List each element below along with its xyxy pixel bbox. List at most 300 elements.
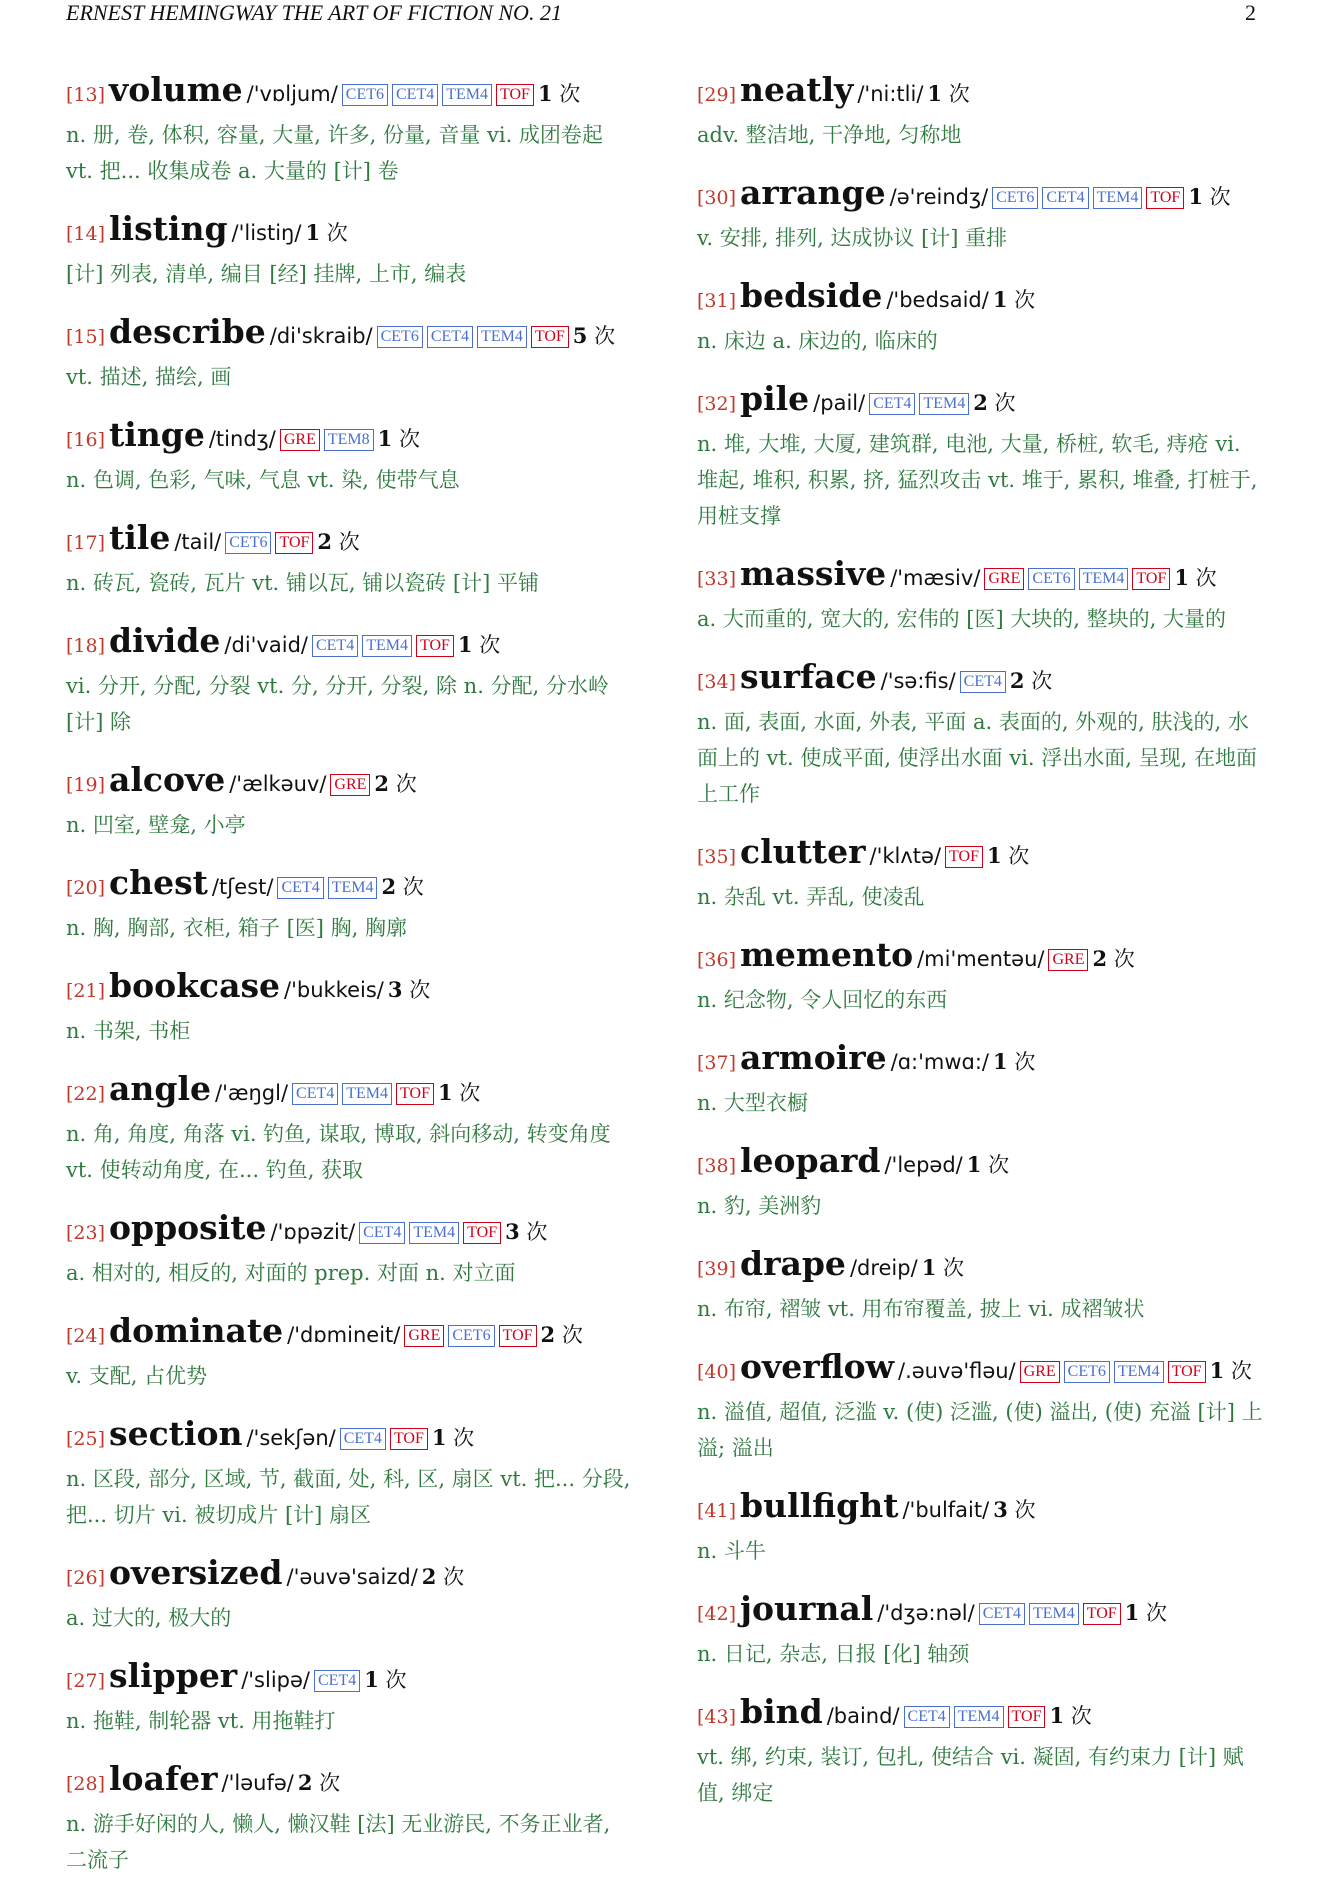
definition: n. 角, 角度, 角落 vi. 钓鱼, 谋取, 博取, 斜向移动, 转变角度 vt. 使转动角度, 在... 钓鱼, 获取 <box>66 1122 611 1182</box>
vocab-entry <box>697 554 1267 637</box>
vocab-entry <box>697 1038 1267 1121</box>
exam-tag-cet4: CET4 <box>359 1222 405 1244</box>
count-value: 2 <box>973 390 988 415</box>
headword: clutter <box>740 832 866 871</box>
phonetic: /'bukkeis/ <box>284 978 384 1002</box>
occurrence-count <box>1210 1359 1252 1383</box>
headword: dominate <box>109 1311 284 1350</box>
vocab-entry <box>66 1553 636 1636</box>
phonetic: /'ni:tli/ <box>857 82 924 106</box>
count-value: 1 <box>537 81 553 106</box>
entry-number: [14] <box>66 223 106 245</box>
phonetic: /'bulfait/ <box>902 1498 990 1522</box>
phonetic: /tail/ <box>174 530 222 554</box>
vocab-entry <box>697 1589 1267 1672</box>
exam-tag-cet4: CET4 <box>340 1428 386 1450</box>
count-value: 2 <box>1009 668 1025 693</box>
occurrence-count <box>993 1498 1035 1522</box>
exam-tag-gre: GRE <box>984 568 1024 590</box>
count-value: 2 <box>421 1564 437 1589</box>
count-unit: 次 <box>1014 1498 1036 1522</box>
definition: n. 面, 表面, 水面, 外表, 平面 a. 表面的, 外观的, 肤浅的, 水面上的 vt. 使成平面, 使浮出水面 vi. 浮出水面, 呈现, 在地面上工作 <box>697 710 1257 806</box>
exam-tag-tem4: TEM4 <box>1079 568 1129 590</box>
entry-headline <box>66 1759 636 1806</box>
vocab-entry <box>66 312 636 395</box>
count-value: 1 <box>431 1425 447 1450</box>
phonetic: /'æŋgl/ <box>215 1081 289 1105</box>
headword: armoire <box>740 1038 887 1077</box>
entry-headline <box>66 312 636 359</box>
headword: pile <box>740 379 810 418</box>
definition: n. 书架, 书柜 <box>66 1019 191 1043</box>
entry-headline <box>697 276 1267 323</box>
exam-tag-tof: TOF <box>1008 1706 1046 1728</box>
headword: loafer <box>109 1759 218 1798</box>
entry-number: [25] <box>66 1428 106 1450</box>
phonetic: /'slipə/ <box>241 1668 310 1692</box>
definition: n. 大型衣橱 <box>697 1091 808 1115</box>
vocab-entry <box>697 70 1267 153</box>
exam-tag-gre: GRE <box>280 429 320 451</box>
count-value: 1 <box>992 287 1008 312</box>
exam-tag-gre: GRE <box>1020 1361 1060 1383</box>
count-unit: 次 <box>1230 1359 1252 1383</box>
entry-headline <box>66 70 636 117</box>
definition: vt. 绑, 约束, 装订, 包扎, 使结合 vi. 凝固, 有约束力 [计] 赋值, 绑定 <box>697 1745 1244 1805</box>
headword: journal <box>740 1589 874 1628</box>
exam-tag-tof: TOF <box>275 532 313 554</box>
vocab-entry <box>697 379 1267 534</box>
entry-number: [26] <box>66 1567 106 1589</box>
vocab-entry <box>66 760 636 843</box>
occurrence-count <box>364 1668 406 1692</box>
exam-tag-cet4: CET4 <box>869 393 915 415</box>
entry-number: [42] <box>697 1603 737 1625</box>
occurrence-count <box>388 978 430 1002</box>
page-number: 2 <box>1245 0 1256 25</box>
count-unit: 次 <box>948 82 970 106</box>
entry-number: [28] <box>66 1773 106 1795</box>
exam-tag-cet6: CET6 <box>448 1325 494 1347</box>
entry-headline <box>66 1311 636 1358</box>
exam-tag-tof: TOF <box>945 846 983 868</box>
headword: opposite <box>109 1208 267 1247</box>
headword: bind <box>740 1692 823 1731</box>
definition: n. 杂乱 vt. 弄乱, 使凌乱 <box>697 885 925 909</box>
exam-tag-cet6: CET6 <box>377 326 423 348</box>
entry-number: [27] <box>66 1670 106 1692</box>
count-unit: 次 <box>559 82 581 106</box>
count-unit: 次 <box>443 1565 465 1589</box>
occurrence-count <box>374 772 416 796</box>
count-unit: 次 <box>398 427 420 451</box>
entry-headline <box>66 518 636 565</box>
headword: slipper <box>109 1656 238 1695</box>
entry-headline <box>697 173 1267 220</box>
phonetic: /tindʒ/ <box>208 427 276 451</box>
headword: tile <box>109 518 171 557</box>
count-value: 1 <box>437 1080 453 1105</box>
entry-number: [38] <box>697 1155 737 1177</box>
headword: section <box>109 1414 243 1453</box>
phonetic: /.əuvə'fləu/ <box>898 1359 1016 1383</box>
exam-tag-cet4: CET4 <box>904 1706 950 1728</box>
count-value: 1 <box>1049 1703 1065 1728</box>
occurrence-count <box>993 1050 1035 1074</box>
entry-number: [20] <box>66 877 106 899</box>
vocab-entry <box>697 173 1267 256</box>
vocab-entry <box>697 276 1267 359</box>
exam-tag-tof: TOF <box>463 1222 501 1244</box>
vocab-entry <box>697 657 1267 812</box>
count-unit: 次 <box>1014 1050 1036 1074</box>
vocab-entry <box>66 863 636 946</box>
phonetic: /'sə:fis/ <box>880 669 956 693</box>
definition: n. 游手好闲的人, 懒人, 懒汉鞋 [法] 无业游民, 不务正业者, 二流子 <box>66 1812 611 1872</box>
exam-tag-tof: TOF <box>499 1325 537 1347</box>
vocab-entry <box>66 1069 636 1188</box>
occurrence-count <box>458 633 500 657</box>
entry-headline <box>697 1589 1267 1636</box>
phonetic: /'mæsiv/ <box>890 566 981 590</box>
count-unit: 次 <box>943 1256 964 1280</box>
phonetic: /'sekʃən/ <box>246 1426 336 1450</box>
occurrence-count <box>927 82 969 106</box>
count-unit: 次 <box>459 1081 481 1105</box>
entry-headline <box>66 415 636 462</box>
definition: n. 色调, 色彩, 气味, 气息 vt. 染, 使带气息 <box>66 468 460 492</box>
occurrence-count <box>298 1771 340 1795</box>
headword: listing <box>109 209 228 248</box>
occurrence-count <box>381 875 423 899</box>
definition: n. 拖鞋, 制轮器 vt. 用拖鞋打 <box>66 1709 336 1733</box>
phonetic: /tʃest/ <box>211 875 274 899</box>
entry-number: [29] <box>697 84 737 106</box>
entry-number: [23] <box>66 1222 106 1244</box>
phonetic: /'əuvə'saizd/ <box>286 1565 418 1589</box>
phonetic: /'bedsaid/ <box>886 288 989 312</box>
vocab-entry <box>697 1141 1267 1224</box>
exam-tag-tem4: TEM4 <box>1114 1361 1164 1383</box>
count-value: 3 <box>993 1497 1008 1522</box>
exam-tag-tof: TOF <box>531 326 569 348</box>
vocab-entry <box>697 1692 1267 1811</box>
exam-tag-cet6: CET6 <box>1028 568 1074 590</box>
exam-tag-cet4: CET4 <box>427 326 473 348</box>
count-value: 2 <box>374 771 390 796</box>
vocab-entry <box>697 1486 1267 1569</box>
vocab-entry <box>66 70 636 189</box>
definition: adv. 整洁地, 干净地, 匀称地 <box>697 123 962 147</box>
entry-headline <box>66 1414 636 1461</box>
exam-tag-tof: TOF <box>1168 1361 1206 1383</box>
count-unit: 次 <box>1195 566 1217 590</box>
definition: vi. 分开, 分配, 分裂 vt. 分, 分开, 分裂, 除 n. 分配, 分水岭 [计] 除 <box>66 674 609 734</box>
definition: n. 斗牛 <box>697 1539 766 1563</box>
headword: bullfight <box>740 1486 899 1525</box>
phonetic: /di'vaid/ <box>224 633 308 657</box>
exam-tag-tof: TOF <box>1132 568 1170 590</box>
entry-headline <box>697 554 1267 601</box>
vocab-entry <box>697 832 1267 915</box>
vocab-entry <box>66 966 636 1049</box>
exam-tag-tem4: TEM4 <box>919 393 969 415</box>
headword: drape <box>740 1244 846 1283</box>
definition: n. 胸, 胸部, 衣柜, 箱子 [医] 胸, 胸廓 <box>66 916 408 940</box>
entry-headline <box>66 760 636 807</box>
occurrence-count <box>1049 1704 1091 1728</box>
entry-number: [31] <box>697 290 737 312</box>
count-value: 1 <box>927 81 943 106</box>
headword: leopard <box>740 1141 881 1180</box>
vocab-entry <box>66 518 636 601</box>
count-unit: 次 <box>1145 1601 1167 1625</box>
exam-tag-gre: GRE <box>1048 949 1088 971</box>
headword: massive <box>740 554 887 593</box>
entry-number: [21] <box>66 980 106 1002</box>
occurrence-count <box>422 1565 464 1589</box>
entry-headline <box>66 209 636 256</box>
phonetic: /dreip/ <box>849 1256 918 1280</box>
count-value: 2 <box>317 529 333 554</box>
exam-tag-cet4: CET4 <box>979 1603 1025 1625</box>
entry-number: [30] <box>697 187 737 209</box>
definition: a. 相对的, 相反的, 对面的 prep. 对面 n. 对立面 <box>66 1261 516 1285</box>
entry-headline <box>66 1553 636 1600</box>
entry-headline <box>697 935 1267 982</box>
vocab-entry <box>697 1244 1267 1327</box>
count-unit: 次 <box>319 1771 341 1795</box>
headword: divide <box>109 621 221 660</box>
count-value: 2 <box>1092 946 1108 971</box>
right-column <box>697 70 1267 1831</box>
count-unit: 次 <box>453 1426 475 1450</box>
exam-tag-gre: GRE <box>404 1325 444 1347</box>
occurrence-count <box>538 82 580 106</box>
count-value: 2 <box>381 874 397 899</box>
entry-number: [18] <box>66 635 106 657</box>
definition: n. 堆, 大堆, 大厦, 建筑群, 电池, 大量, 桥桩, 软毛, 痔疮 vi. 堆起, 堆积, 积累, 挤, 猛烈攻击 vt. 堆于, 累积, 堆叠, 打桩于, 用桩支撑 <box>697 432 1258 528</box>
occurrence-count <box>541 1323 583 1347</box>
exam-tag-tof: TOF <box>396 1083 434 1105</box>
count-unit: 次 <box>594 324 616 348</box>
entry-number: [22] <box>66 1083 106 1105</box>
definition: [计] 列表, 清单, 编目 [经] 挂牌, 上市, 编表 <box>66 262 467 286</box>
entry-headline <box>66 966 636 1013</box>
headword: bookcase <box>109 966 281 1005</box>
count-value: 1 <box>966 1152 982 1177</box>
exam-tag-cet6: CET6 <box>992 187 1038 209</box>
count-unit: 次 <box>1070 1704 1092 1728</box>
exam-tag-tem4: TEM4 <box>342 1083 392 1105</box>
vocab-entry <box>66 1414 636 1533</box>
entry-headline <box>697 1038 1267 1085</box>
headword: alcove <box>109 760 226 799</box>
count-value: 1 <box>986 843 1002 868</box>
exam-tag-cet4: CET4 <box>277 877 323 899</box>
entry-number: [15] <box>66 326 106 348</box>
entry-headline <box>697 379 1267 426</box>
entry-number: [35] <box>697 846 737 868</box>
definition: n. 砖瓦, 瓷砖, 瓦片 vt. 铺以瓦, 铺以瓷砖 [计] 平铺 <box>66 571 539 595</box>
entry-headline <box>697 657 1267 704</box>
headword: memento <box>740 935 914 974</box>
count-unit: 次 <box>1209 185 1231 209</box>
occurrence-count <box>922 1256 964 1280</box>
entry-number: [33] <box>697 568 737 590</box>
exam-tag-tof: TOF <box>496 84 534 106</box>
count-unit: 次 <box>561 1323 583 1347</box>
exam-tag-tem4: TEM4 <box>362 635 412 657</box>
entry-number: [24] <box>66 1325 106 1347</box>
entry-number: [32] <box>697 393 737 415</box>
count-unit: 次 <box>1014 288 1036 312</box>
exam-tag-gre: GRE <box>330 774 370 796</box>
occurrence-count <box>967 1153 1009 1177</box>
entry-headline <box>697 832 1267 879</box>
occurrence-count <box>1188 185 1230 209</box>
occurrence-count <box>993 288 1035 312</box>
count-unit: 次 <box>395 772 417 796</box>
running-title: ERNEST HEMINGWAY THE ART OF FICTION NO. 21 <box>66 0 562 25</box>
count-unit: 次 <box>988 1153 1010 1177</box>
definition: n. 布帘, 褶皱 vt. 用布帘覆盖, 披上 vi. 成褶皱状 <box>697 1297 1145 1321</box>
exam-tag-tem4: TEM4 <box>954 1706 1004 1728</box>
vocab-entry <box>66 1208 636 1291</box>
count-unit: 次 <box>994 391 1016 415</box>
definition: n. 纪念物, 令人回忆的东西 <box>697 988 948 1012</box>
exam-tag-tof: TOF <box>416 635 454 657</box>
exam-tag-tem4: TEM4 <box>409 1222 459 1244</box>
vocab-entry <box>66 1759 636 1878</box>
headword: tinge <box>109 415 205 454</box>
headword: chest <box>109 863 208 902</box>
count-value: 3 <box>505 1219 520 1244</box>
occurrence-count <box>432 1426 474 1450</box>
headword: surface <box>740 657 877 696</box>
count-value: 1 <box>1124 1600 1140 1625</box>
exam-tag-tof: TOF <box>390 1428 428 1450</box>
phonetic: /'dɒmineit/ <box>287 1323 401 1347</box>
occurrence-count <box>378 427 420 451</box>
phonetic: /pail/ <box>813 391 866 415</box>
exam-tag-tem4: TEM4 <box>1093 187 1143 209</box>
count-unit: 次 <box>1008 844 1030 868</box>
headword: bedside <box>740 276 883 315</box>
occurrence-count <box>305 221 347 245</box>
headword: volume <box>109 70 243 109</box>
entry-headline <box>697 1692 1267 1739</box>
entry-headline <box>66 1656 636 1703</box>
headword: describe <box>109 312 266 351</box>
count-unit: 次 <box>385 1668 407 1692</box>
occurrence-count <box>1010 669 1052 693</box>
count-unit: 次 <box>479 633 501 657</box>
entry-number: [36] <box>697 949 737 971</box>
entry-headline <box>697 70 1267 117</box>
count-value: 2 <box>297 1770 313 1795</box>
exam-tag-tem4: TEM4 <box>1029 1603 1079 1625</box>
count-value: 1 <box>1209 1358 1225 1383</box>
definition: n. 溢值, 超值, 泛滥 v. (使) 泛滥, (使) 溢出, (使) 充溢 [计] 上溢; 溢出 <box>697 1400 1263 1460</box>
headword: arrange <box>740 173 886 212</box>
entry-headline <box>697 1347 1267 1394</box>
vocab-entry <box>66 621 636 740</box>
occurrence-count <box>987 844 1029 868</box>
left-column <box>66 70 636 1898</box>
occurrence-count <box>505 1220 547 1244</box>
count-unit: 次 <box>338 530 360 554</box>
count-unit: 次 <box>409 978 431 1002</box>
entry-headline <box>66 621 636 668</box>
entry-headline <box>66 863 636 910</box>
phonetic: /'vɒljum/ <box>246 82 338 106</box>
occurrence-count <box>573 324 615 348</box>
count-value: 3 <box>387 977 403 1002</box>
entry-number: [17] <box>66 532 106 554</box>
definition: v. 安排, 排列, 达成协议 [计] 重排 <box>697 226 1008 250</box>
page-header <box>66 0 1256 30</box>
vocab-entry <box>66 1311 636 1394</box>
entry-number: [41] <box>697 1500 737 1522</box>
phonetic: /mi'mentəu/ <box>917 947 1045 971</box>
count-unit: 次 <box>1113 947 1135 971</box>
definition: v. 支配, 占优势 <box>66 1364 208 1388</box>
occurrence-count <box>438 1081 480 1105</box>
exam-tag-cet4: CET4 <box>392 84 438 106</box>
entry-number: [34] <box>697 671 737 693</box>
definition: n. 日记, 杂志, 日报 [化] 轴颈 <box>697 1642 970 1666</box>
vocab-entry <box>697 1347 1267 1466</box>
definition: n. 床边 a. 床边的, 临床的 <box>697 329 938 353</box>
definition: n. 豹, 美洲豹 <box>697 1194 822 1218</box>
exam-tag-tof: TOF <box>1146 187 1184 209</box>
exam-tag-tem4: TEM4 <box>328 877 378 899</box>
occurrence-count <box>317 530 359 554</box>
exam-tag-cet4: CET4 <box>314 1670 360 1692</box>
phonetic: /'listiŋ/ <box>231 221 302 245</box>
headword: angle <box>109 1069 211 1108</box>
phonetic: /ɑ:'mwɑ:/ <box>890 1050 990 1074</box>
occurrence-count <box>1174 566 1216 590</box>
entry-number: [39] <box>697 1258 737 1280</box>
exam-tag-tem4: TEM4 <box>442 84 492 106</box>
count-unit: 次 <box>526 1220 548 1244</box>
vocab-entry <box>66 209 636 292</box>
entry-headline <box>66 1208 636 1255</box>
phonetic: /'ælkəuv/ <box>229 772 327 796</box>
headword: oversized <box>109 1553 283 1592</box>
count-value: 1 <box>457 632 473 657</box>
entry-number: [16] <box>66 429 106 451</box>
count-value: 5 <box>572 323 588 348</box>
occurrence-count <box>1125 1601 1167 1625</box>
exam-tag-cet6: CET6 <box>342 84 388 106</box>
entry-number: [19] <box>66 774 106 796</box>
exam-tag-cet4: CET4 <box>1042 187 1088 209</box>
entry-headline <box>697 1141 1267 1188</box>
exam-tag-cet4: CET4 <box>960 671 1006 693</box>
phonetic: /di'skraib/ <box>269 324 373 348</box>
definition: a. 大而重的, 宽大的, 宏伟的 [医] 大块的, 整块的, 大量的 <box>697 607 1227 631</box>
exam-tag-cet4: CET4 <box>312 635 358 657</box>
count-value: 1 <box>364 1667 379 1692</box>
occurrence-count <box>973 391 1015 415</box>
vocab-entry <box>697 935 1267 1018</box>
phonetic: /'lepəd/ <box>884 1153 963 1177</box>
count-value: 2 <box>540 1322 556 1347</box>
exam-tag-cet6: CET6 <box>225 532 271 554</box>
